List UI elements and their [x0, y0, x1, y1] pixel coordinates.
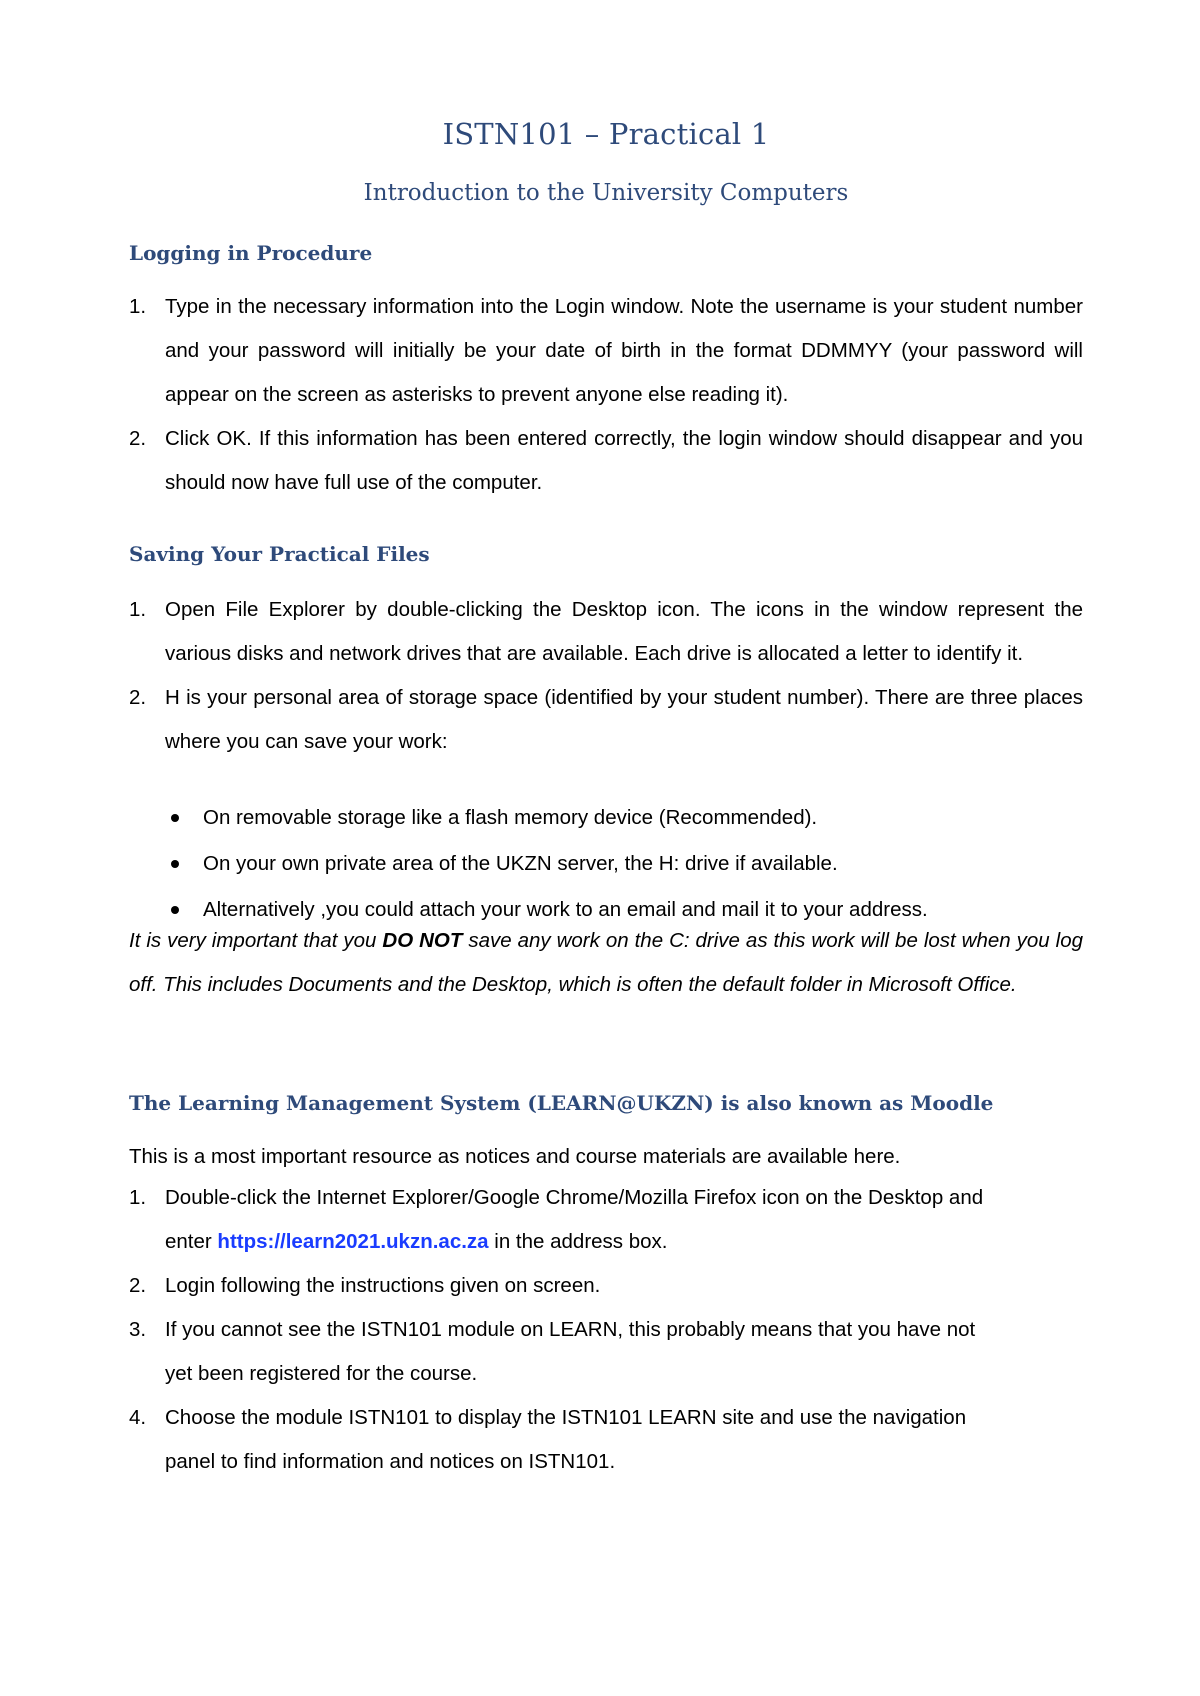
- list-number: 1.: [129, 295, 147, 318]
- learn-steps: [129, 1176, 989, 1484]
- storage-options-list: [165, 795, 928, 933]
- login-steps: [129, 285, 1083, 505]
- list-item: [129, 1308, 989, 1396]
- list-item-text: On removable storage like a flash memory device (Recommended).: [203, 806, 818, 829]
- note-emphasis: DO NOT: [382, 929, 463, 952]
- note-text: It is very important that you: [129, 929, 383, 952]
- list-item: [129, 588, 1083, 676]
- document-title: ISTN101 – Practical 1: [442, 117, 770, 151]
- note-text: save any work on the C: drive as this work will be lost when you log off. This includes Documents and the Desktop, which is often the default folder in Microsoft Office.: [129, 929, 1084, 996]
- list-item: [129, 417, 1083, 505]
- list-item: [165, 795, 928, 841]
- list-number: 1.: [129, 598, 147, 621]
- list-item-text: Alternatively ,you could attach your work to an email and mail it to your address.: [203, 898, 928, 921]
- list-item-text: Choose the module ISTN101 to display the ISTN101 LEARN site and use the navigation panel to find information and notices on ISTN101.: [165, 1406, 967, 1473]
- list-number: 4.: [129, 1406, 147, 1429]
- list-item: [129, 1176, 989, 1264]
- list-item-text: On your own private area of the UKZN server, the H: drive if available.: [203, 852, 838, 875]
- learn-link[interactable]: https://learn2021.ukzn.ac.za: [217, 1230, 489, 1253]
- list-number: 3.: [129, 1318, 147, 1341]
- list-item-text: Click OK. If this information has been entered correctly, the login window should disappear and you should now have full use of the computer.: [165, 427, 1083, 494]
- bullet-icon: [171, 906, 179, 914]
- learn-heading: The Learning Management System (LEARN@UKZN) is also known as Moodle: [129, 1091, 994, 1115]
- login-heading: Logging in Procedure: [129, 241, 373, 265]
- learn-intro: This is a most important resource as notices and course materials are available here.: [129, 1145, 901, 1168]
- list-number: 2.: [129, 686, 147, 709]
- bullet-icon: [171, 814, 179, 822]
- list-number: 2.: [129, 1274, 147, 1297]
- list-item: [129, 1396, 989, 1484]
- list-item: [129, 676, 1083, 764]
- saving-steps: [129, 588, 1083, 764]
- document-subtitle: Introduction to the University Computers: [363, 180, 849, 206]
- warning-note: [129, 919, 1083, 1007]
- step-text: in the address box.: [488, 1230, 668, 1253]
- list-number: 1.: [129, 1186, 147, 1209]
- list-item-text: Type in the necessary information into the Login window. Note the username is your student number and your password will initially be your date of birth in the format DDMMYY (your password will appear on the screen as asterisks to prevent anyone else reading it).: [165, 295, 1083, 406]
- bullet-icon: [171, 860, 179, 868]
- list-item-text: Open File Explorer by double-clicking the Desktop icon. The icons in the window represent the various disks and network drives that are available. Each drive is allocated a letter to identify it.: [165, 598, 1083, 665]
- list-item-text: H is your personal area of storage space (identified by your student number). There are three places where you can save your work:: [165, 686, 1083, 753]
- list-item-text: Login following the instructions given on screen.: [165, 1274, 601, 1297]
- list-number: 2.: [129, 427, 147, 450]
- list-item: [129, 1264, 989, 1308]
- step-text: Double-click the Internet Explorer/Google Chrome/Mozilla Firefox icon on the Desktop and enter: [165, 1186, 984, 1253]
- list-item-text: [165, 1186, 983, 1253]
- saving-heading: Saving Your Practical Files: [129, 542, 430, 566]
- list-item: [129, 285, 1083, 417]
- list-item-text: If you cannot see the ISTN101 module on LEARN, this probably means that you have not yet been registered for the course.: [165, 1318, 976, 1385]
- list-item: [165, 841, 928, 887]
